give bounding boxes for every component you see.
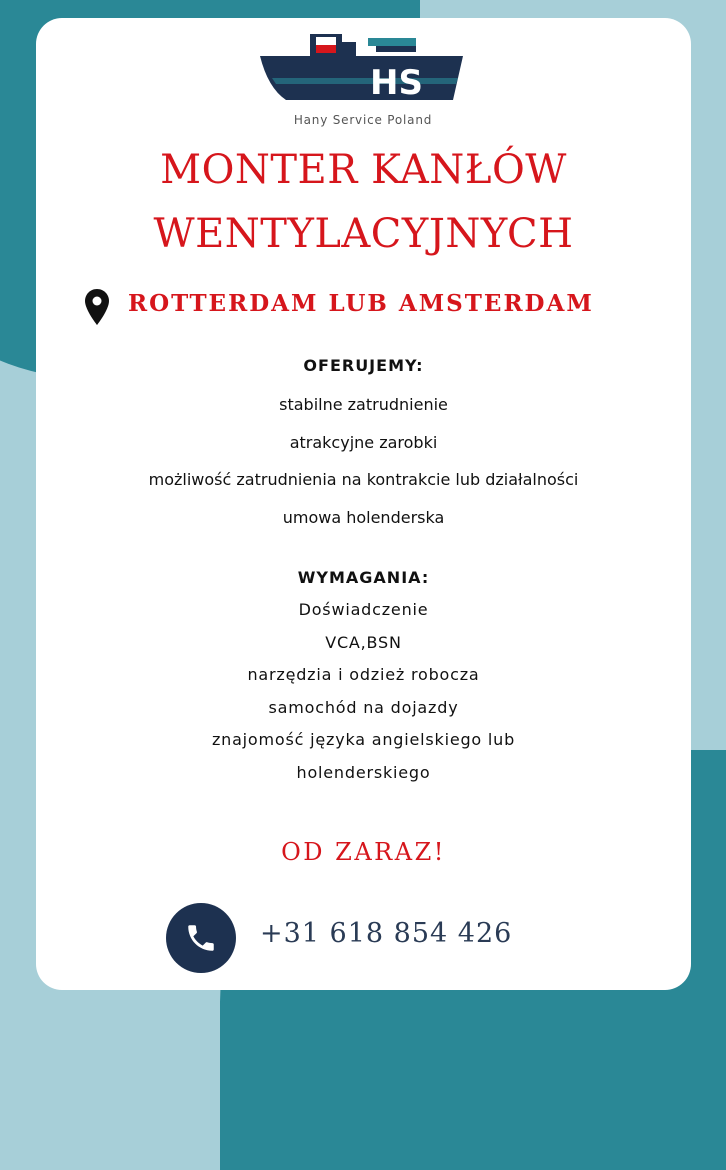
list-item: narzędzia i odzież robocza	[247, 665, 480, 684]
map-pin-icon	[84, 288, 110, 326]
list-item: atrakcyjne zarobki	[289, 432, 438, 452]
location-text: ROTTERDAM LUB AMSTERDAM	[128, 290, 594, 317]
job-poster-card	[36, 18, 691, 990]
phone-icon	[184, 921, 218, 955]
requirements-list	[36, 594, 691, 789]
company-logo	[258, 28, 468, 138]
company-name: Hany Service Poland	[293, 113, 433, 127]
job-title	[36, 138, 691, 266]
logo-letters: HS	[370, 63, 423, 103]
job-title-line1: MONTER KANŁÓW	[160, 147, 567, 193]
ship-logo-icon	[258, 28, 468, 118]
offer-list	[36, 386, 691, 536]
offer-heading: OFERUJEMY:	[303, 356, 424, 375]
call-button[interactable]	[166, 903, 236, 973]
list-item: samochód na dojazdy	[268, 697, 459, 717]
start-now-callout: OD ZARAZ!	[281, 838, 446, 866]
list-item: holenderskiego	[296, 762, 431, 782]
list-item: znajomość języka angielskiego lub	[211, 730, 516, 749]
list-item: możliwość zatrudnienia na kontrakcie lub działalności	[148, 470, 579, 489]
list-item: stabilne zatrudnienie	[279, 395, 448, 414]
phone-number-link[interactable]: +31 618 854 426	[260, 918, 513, 949]
job-title-line2: WENTYLACYJNYCH	[153, 211, 574, 257]
requirements-heading: WYMAGANIA:	[297, 568, 430, 587]
list-item: umowa holenderska	[282, 507, 445, 527]
list-item: VCA,BSN	[325, 632, 402, 652]
list-item: Doświadczenie	[298, 600, 429, 619]
location-row	[82, 288, 682, 328]
